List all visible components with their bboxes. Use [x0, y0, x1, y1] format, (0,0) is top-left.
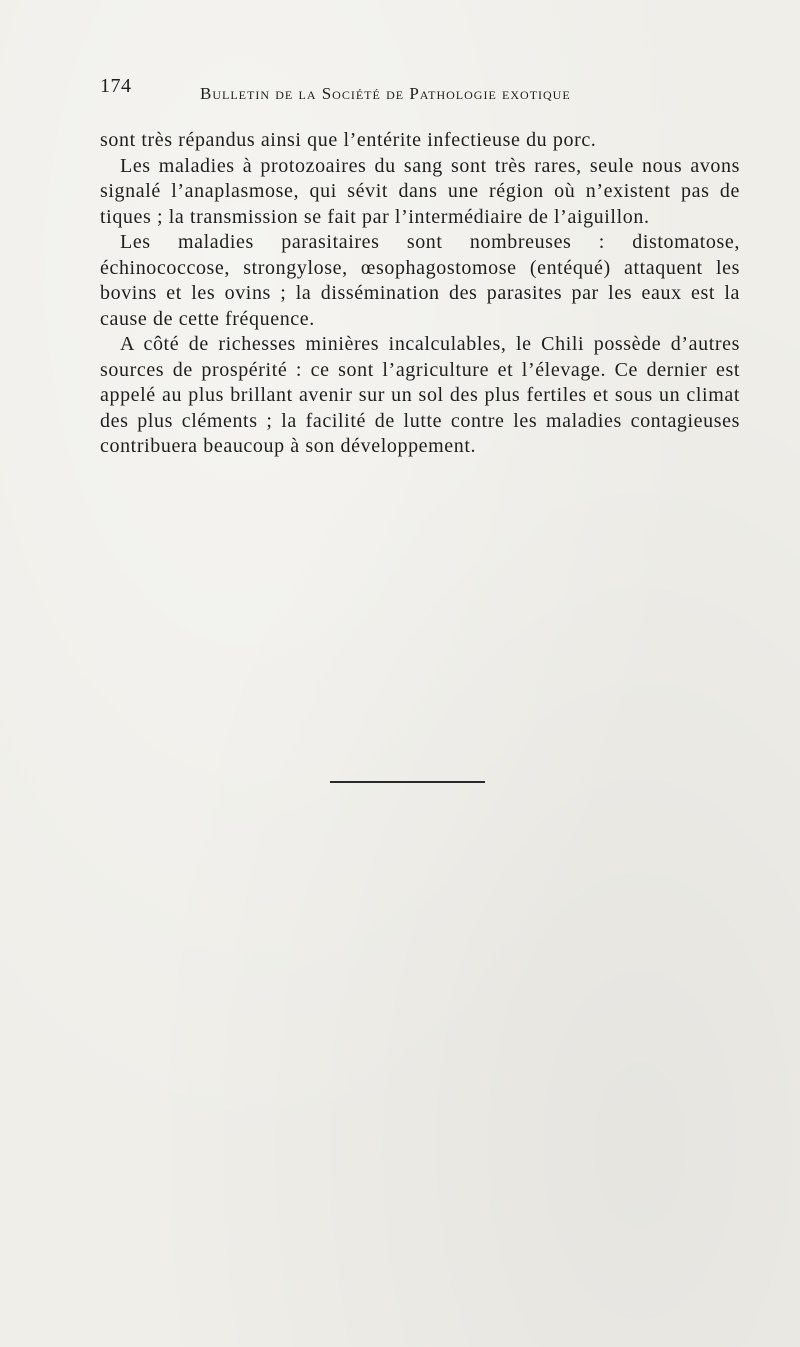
page-number: 174 — [100, 75, 132, 97]
section-end-rule — [330, 781, 485, 783]
paragraph-continuation: sont très répandus ainsi que l’entérite infectieuse du porc. — [100, 129, 597, 151]
page-header — [100, 72, 660, 104]
running-title: Bulletin de la Société de Pathologie exotique — [200, 84, 571, 103]
paragraph-parasites: Les maladies parasitaires sont nombreuses : distomatose, échinococcose, strongylose, œsophagostomose (entéqué) attaquent les bovins et les ovins ; la dissémination des parasites par les eaux est la cause de cette fréquence. — [100, 231, 740, 330]
paragraph-protozoa: Les maladies à protozoaires du sang sont très rares, seule nous avons signalé l’anaplasmose, qui sévit dans une région où n’existent pas de tiques ; la transmission se fait par l’intermédiaire de l’aiguillon. — [100, 154, 740, 228]
paragraph-prosperity: A côté de richesses minières incalculables, le Chili possède d’autres sources de prospérité : ce sont l’agriculture et l’élevage. Ce dernier est appelé au plus brillant avenir sur un sol des plus fertiles et sous un climat des plus cléments ; la facilité de lutte contre les maladies contagieuses contribuera beaucoup à son développement. — [100, 333, 740, 457]
body-text — [100, 128, 740, 460]
